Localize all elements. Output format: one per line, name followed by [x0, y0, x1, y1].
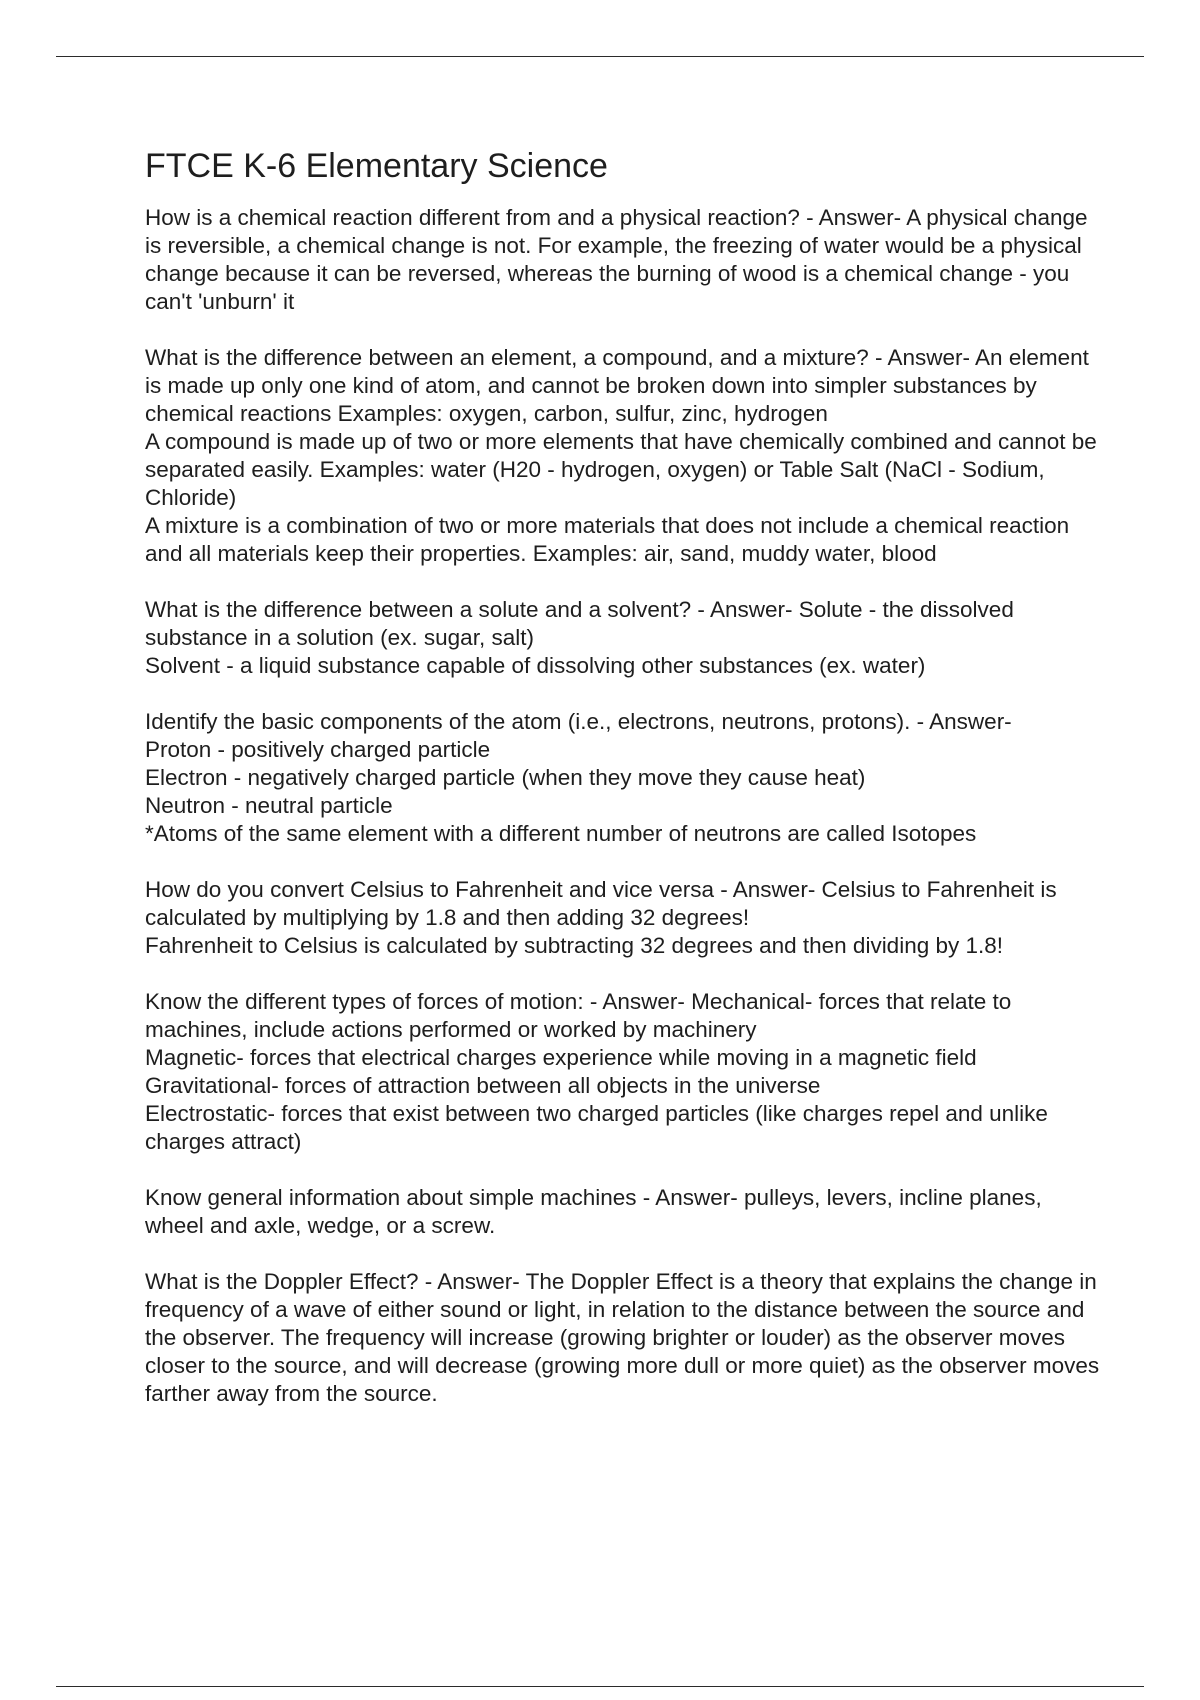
- document-body: [145, 140, 1100, 1436]
- qa-line: Neutron - neutral particle: [145, 793, 393, 818]
- qa-line: Gravitational- forces of attraction between all objects in the universe: [145, 1073, 821, 1098]
- qa-line: What is the Doppler Effect? - Answer- The Doppler Effect is a theory that explains the change in frequency of a wave of either sound or light, in relation to the distance between the source and the observer. The frequency will increase (growing brighter or louder) as the observer moves closer to the source, and will decrease (growing more dull or more quiet) as the observer moves farther away from the source.: [145, 1269, 1100, 1406]
- qa-line: Proton - positively charged particle: [145, 737, 491, 762]
- qa-line: A compound is made up of two or more elements that have chemically combined and cannot be separated easily. Examples: water (H20 - hydrogen, oxygen) or Table Salt (NaCl - Sodium, Chloride): [145, 429, 1097, 510]
- qa-entry: [145, 988, 1100, 1156]
- qa-line: A mixture is a combination of two or more materials that does not include a chemical reaction and all materials keep their properties. Examples: air, sand, muddy water, blood: [145, 513, 1070, 566]
- qa-line: What is the difference between a solute and a solvent? - Answer- Solute - the dissolved substance in a solution (ex. sugar, salt): [145, 597, 1014, 650]
- qa-entry: [145, 1268, 1100, 1408]
- qa-entry: [145, 708, 1100, 848]
- page-title: FTCE K-6 Elementary Science: [145, 147, 608, 185]
- qa-entry: [145, 204, 1100, 316]
- qa-entry: [145, 596, 1100, 680]
- qa-line: Fahrenheit to Celsius is calculated by subtracting 32 degrees and then dividing by 1.8!: [145, 933, 1004, 958]
- qa-line: Know the different types of forces of motion: - Answer- Mechanical- forces that relate to machines, include actions performed or worked by machinery: [145, 989, 1012, 1042]
- qa-line: How is a chemical reaction different from and a physical reaction? - Answer- A physical change is reversible, a chemical change is not. For example, the freezing of water would be a physical change because it can be reversed, whereas the burning of wood is a chemical change - you can't 'unburn' it: [145, 205, 1088, 314]
- bottom-divider: [56, 1686, 1144, 1687]
- qa-line: Solvent - a liquid substance capable of dissolving other substances (ex. water): [145, 653, 926, 678]
- qa-line: *Atoms of the same element with a different number of neutrons are called Isotopes: [145, 821, 977, 846]
- qa-line: What is the difference between an element, a compound, and a mixture? - Answer- An element is made up only one kind of atom, and cannot be broken down into simpler substances by chemical reactions Examples: oxygen, carbon, sulfur, zinc, hydrogen: [145, 345, 1089, 426]
- qa-line: How do you convert Celsius to Fahrenheit and vice versa - Answer- Celsius to Fahrenheit is calculated by multiplying by 1.8 and then adding 32 degrees!: [145, 877, 1057, 930]
- top-divider: [56, 56, 1144, 57]
- qa-entry: [145, 344, 1100, 568]
- qa-line: Electrostatic- forces that exist between two charged particles (like charges repel and unlike charges attract): [145, 1101, 1048, 1154]
- qa-line: Know general information about simple machines - Answer- pulleys, levers, incline planes, wheel and axle, wedge, or a screw.: [145, 1185, 1042, 1238]
- qa-entry: [145, 1184, 1100, 1240]
- qa-line: Electron - negatively charged particle (when they move they cause heat): [145, 765, 866, 790]
- qa-line: Identify the basic components of the atom (i.e., electrons, neutrons, protons). - Answer-: [145, 709, 1012, 734]
- qa-line: Magnetic- forces that electrical charges experience while moving in a magnetic field: [145, 1045, 977, 1070]
- qa-entry: [145, 876, 1100, 960]
